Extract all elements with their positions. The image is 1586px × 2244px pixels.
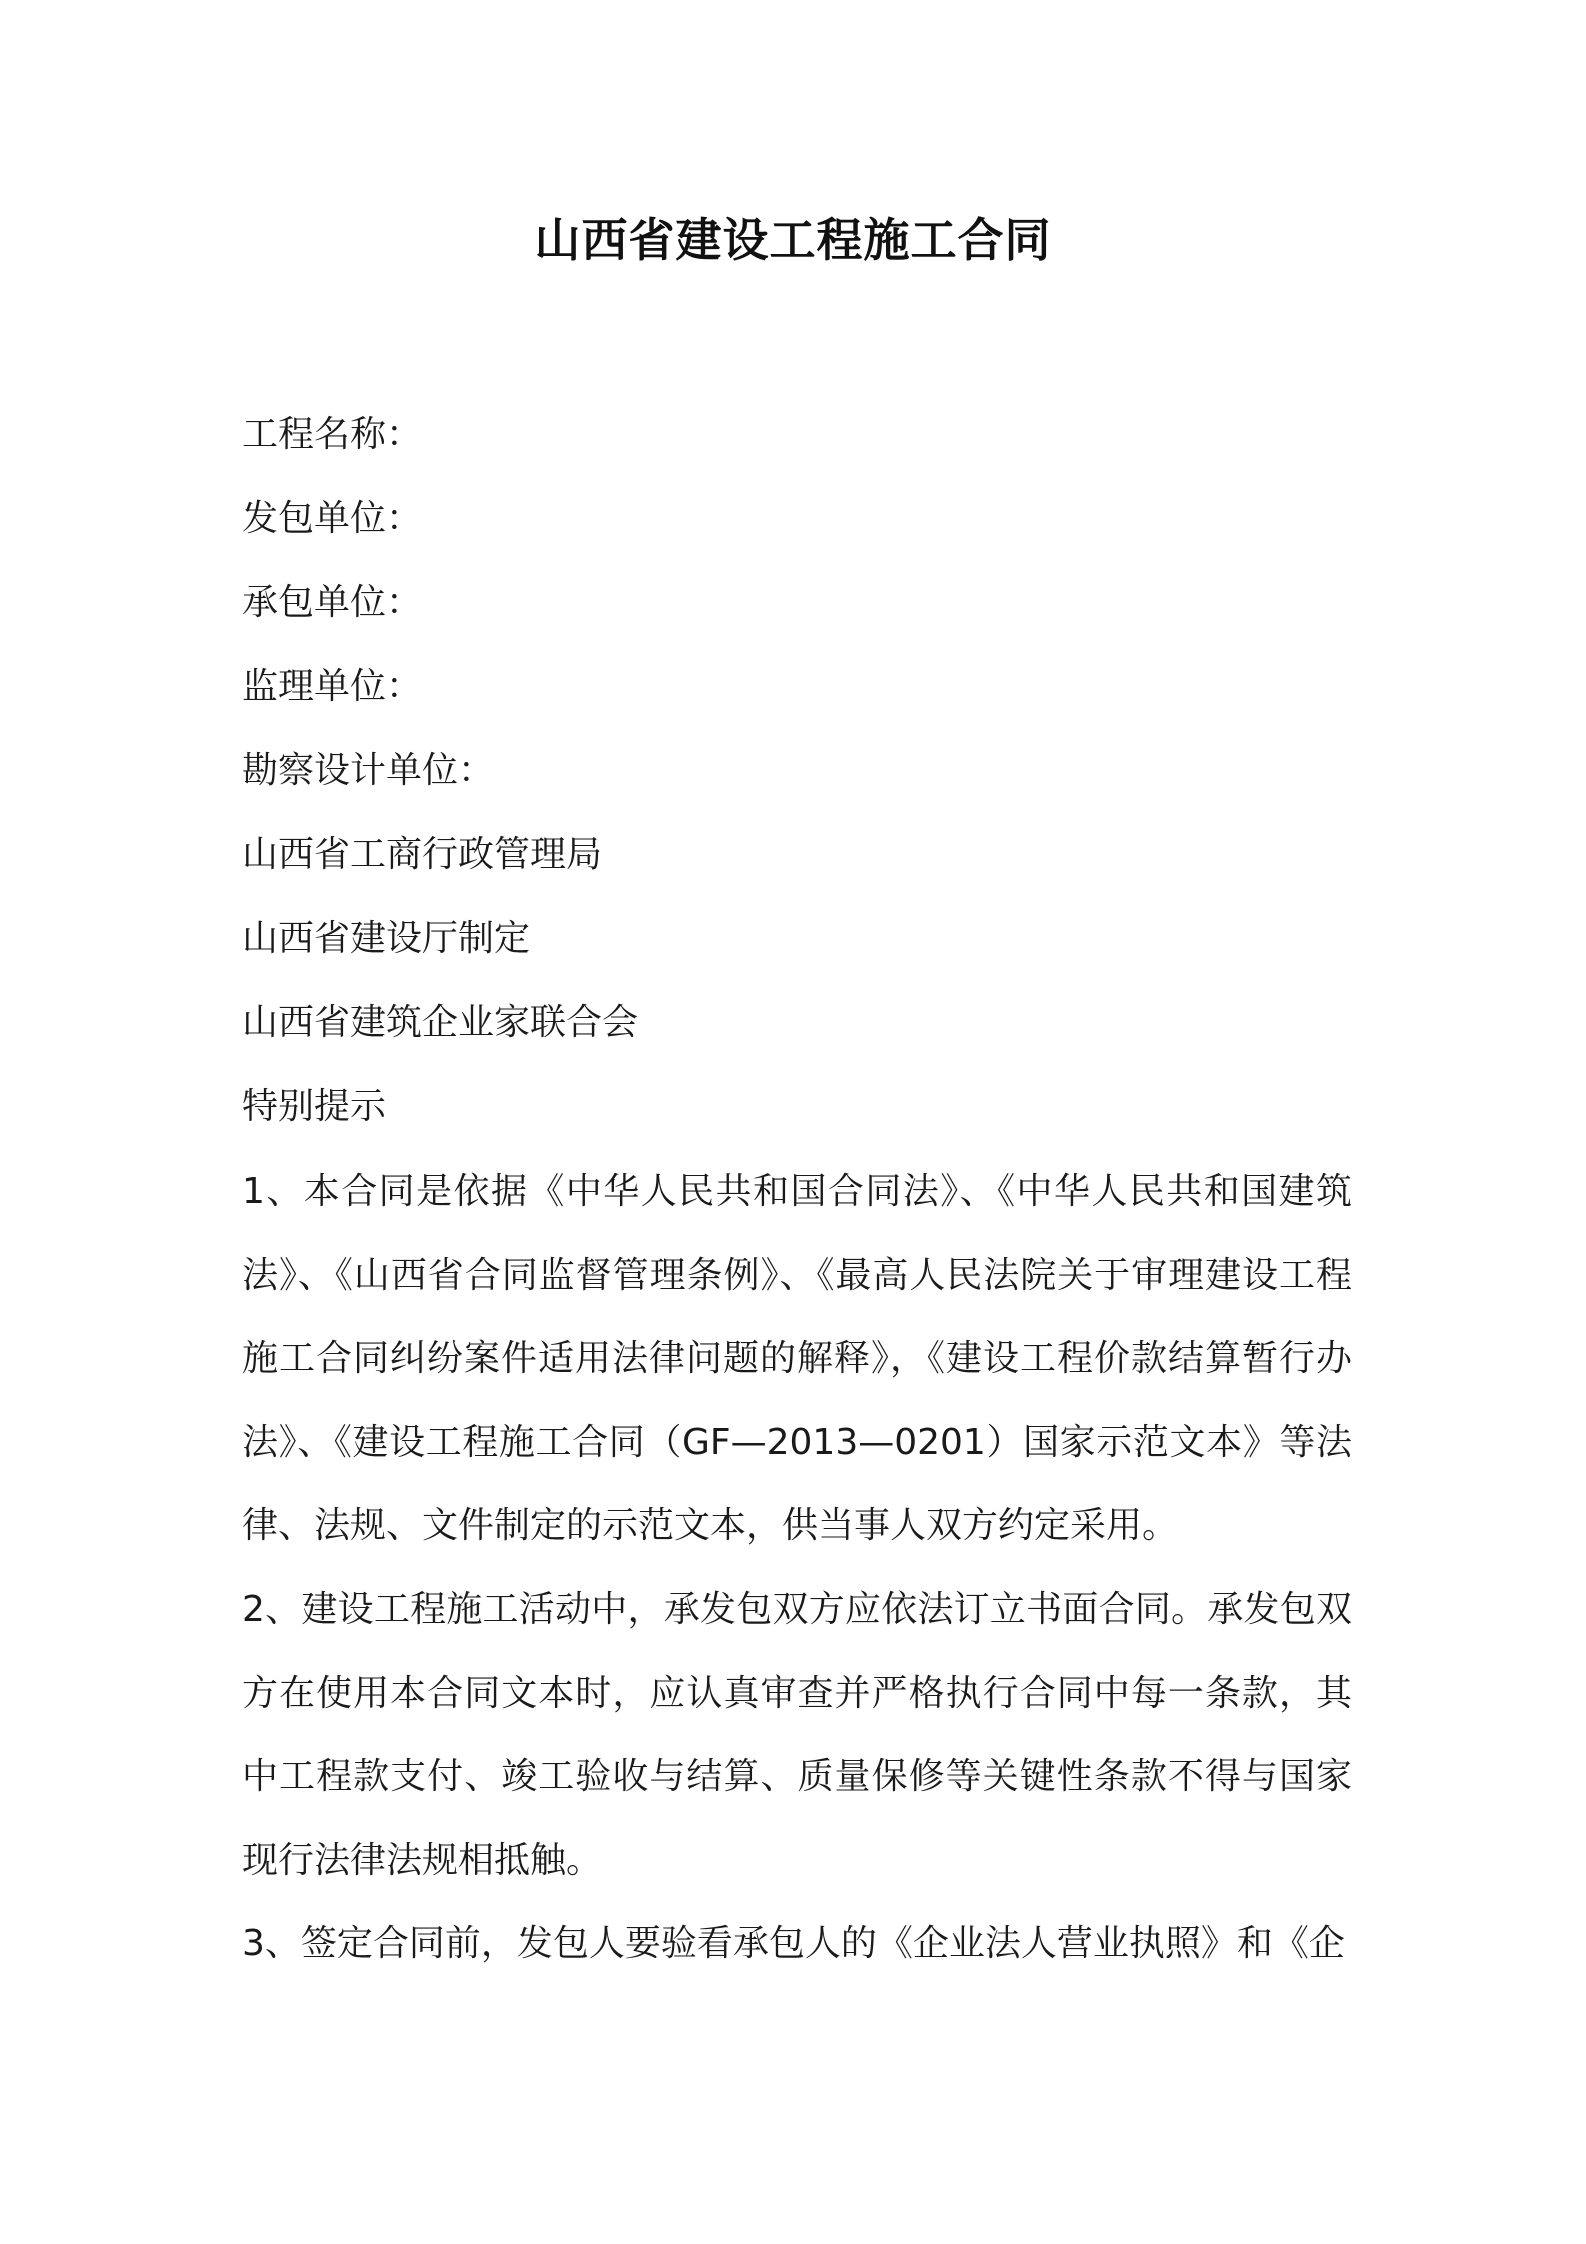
notice-paragraph: 3、签定合同前，发包人要验看承包人的《企业法人营业执照》和《企 <box>242 1923 1345 1964</box>
document-title: 山西省建设工程施工合同 <box>534 213 1052 267</box>
issuer-line: 山西省建设厅制定 <box>242 918 531 959</box>
field-employer: 发包单位： <box>242 498 423 539</box>
notice-paragraph: 1、本合同是依据《中华人民共和国合同法》、《中华人民共和国建筑法》、《山西省合同监督管理条例》、《最高人民法院关于审理建设工程施工合同纠纷案件适用法律问题的解释》，《建设工程价款结算暂行办法》、《建设工程施工合同（GF—2013—0201）国家示范文本》等法律、法规、文件制定的示范文本，供当事人双方约定采用。 <box>242 1171 1352 1546</box>
field-contractor: 承包单位： <box>242 582 423 623</box>
field-survey-design-unit: 勘察设计单位： <box>242 750 495 791</box>
field-supervisor: 监理单位： <box>242 666 423 707</box>
notice-paragraph: 2、建设工程施工活动中，承发包双方应依法订立书面合同。承发包双方在使用本合同文本时，应认真审查并严格执行合同中每一条款，其中工程款支付、竣工验收与结算、质量保修等关键性条款不得与国家现行法律法规相抵触。 <box>242 1589 1352 1881</box>
issuer-line: 山西省建筑企业家联合会 <box>242 1002 639 1043</box>
issuer-line: 山西省工商行政管理局 <box>242 834 603 875</box>
notice-heading: 特别提示 <box>242 1086 387 1127</box>
field-project-name: 工程名称： <box>242 414 423 455</box>
